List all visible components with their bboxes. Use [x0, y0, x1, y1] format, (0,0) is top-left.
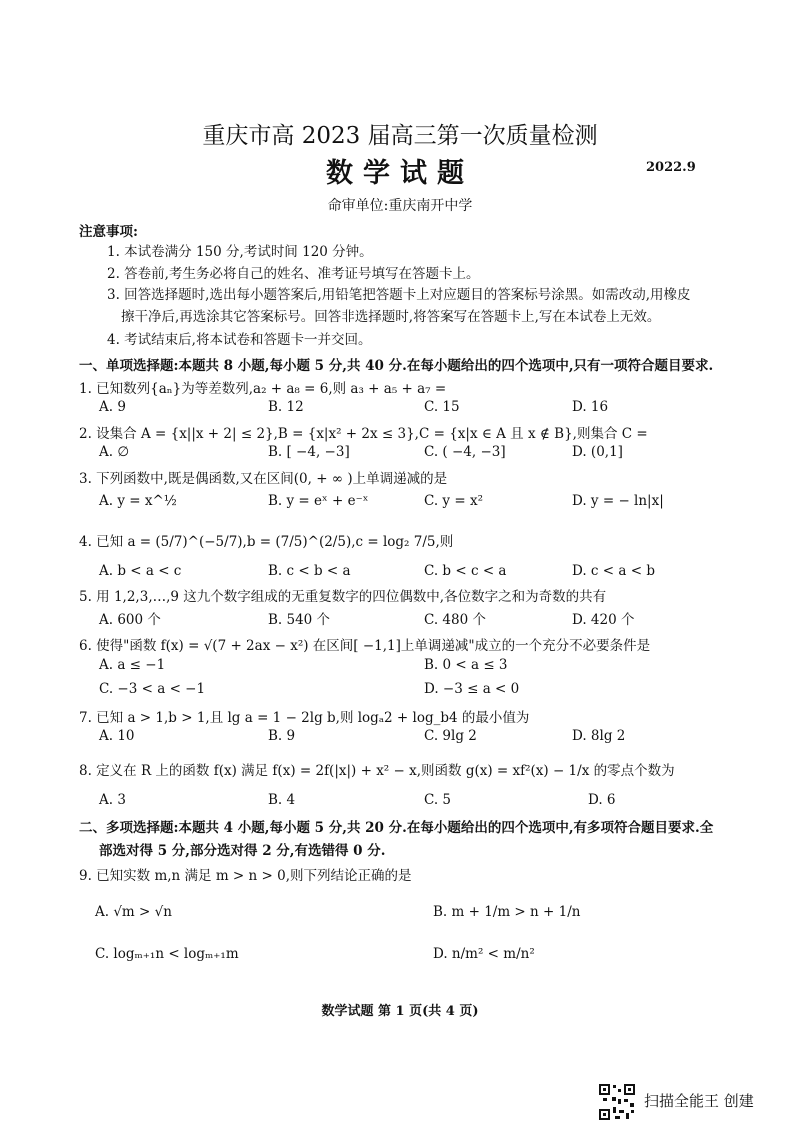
option-d: D. 420 个 [572, 612, 635, 628]
setting-unit: 命审单位:重庆南开中学 [327, 198, 473, 214]
section-2-heading-cont: 部选对得 5 分,部分选对得 2 分,有选错得 0 分. [99, 843, 386, 859]
option-d: D. n/m² < m/n² [433, 946, 535, 962]
option-c: C. 9lg 2 [424, 728, 477, 744]
option-c: C. b < c < a [424, 563, 507, 579]
question-stem: 7. 已知 a > 1,b > 1,且 lg a = 1 − 2lg b,则 logₐ2 + log_b4 的最小值为 [79, 710, 530, 726]
option-c: C. 5 [424, 792, 452, 808]
option-d: D. 16 [572, 399, 609, 415]
option-a: A. y = x^½ [99, 493, 177, 509]
option-d: D. (0,1] [572, 444, 623, 460]
notice-item: 擦干净后,再选涂其它答案标号。回答非选择题时,将答案写在答题卡上,写在本试卷上无效。 [121, 309, 661, 325]
option-a: A. √m > √n [95, 904, 172, 920]
exam-title-line1: 重庆市高 2023 届高三第一次质量检测 [202, 123, 598, 149]
option-a: A. 3 [99, 792, 126, 808]
option-a: A. 10 [99, 728, 135, 744]
option-c: C. 15 [424, 399, 460, 415]
option-c: C. 480 个 [424, 612, 486, 628]
option-d: D. −3 ≤ a < 0 [424, 681, 520, 697]
option-d: D. c < a < b [572, 563, 655, 579]
option-b: B. y = eˣ + e⁻ˣ [268, 493, 369, 509]
option-b: B. m + 1/m > n + 1/n [433, 904, 581, 920]
exam-title: 数学试题 [326, 158, 474, 189]
question-stem: 4. 已知 a = (5/7)^(−5/7),b = (7/5)^(2/5),c = log₂ 7/5,则 [79, 534, 454, 550]
option-c: C. y = x² [424, 493, 483, 509]
question-stem: 3. 下列函数中,既是偶函数,又在区间(0, + ∞ )上单调递减的是 [79, 471, 448, 487]
notice-heading: 注意事项: [79, 224, 138, 240]
option-a: A. b < a < c [99, 563, 182, 579]
option-d: D. y = − ln|x| [572, 493, 664, 509]
option-b: B. [ −4, −3] [268, 444, 350, 460]
option-d: D. 6 [588, 792, 616, 808]
question-stem: 8. 定义在 R 上的函数 f(x) 满足 f(x) = 2f(|x|) + x² − x,则函数 g(x) = xf²(x) − 1/x 的零点个数为 [79, 763, 675, 779]
option-a: A. 600 个 [99, 612, 161, 628]
option-c: C. ( −4, −3] [424, 444, 506, 460]
option-b: B. 4 [268, 792, 296, 808]
option-a: A. 9 [99, 399, 126, 415]
question-stem: 6. 使得"函数 f(x) = √(7 + 2ax − x²) 在区间[ −1,1]上单调递减"成立的一个充分不必要条件是 [79, 638, 651, 654]
section-1-heading: 一、单项选择题:本题共 8 小题,每小题 5 分,共 40 分.在每小题给出的四个选项中,只有一项符合题目要求. [79, 358, 714, 374]
option-b: B. 0 < a ≤ 3 [424, 657, 508, 673]
qr-code-icon [598, 1083, 636, 1121]
notice-item: 4. 考试结束后,将本试卷和答题卡一并交回。 [107, 332, 372, 348]
page-footer: 数学试题 第 1 页(共 4 页) [321, 1004, 479, 1019]
question-stem: 5. 用 1,2,3,…,9 这九个数字组成的无重复数字的四位偶数中,各位数字之和为奇数的共有 [79, 589, 607, 605]
option-b: B. 9 [268, 728, 296, 744]
notice-item: 3. 回答选择题时,选出每小题答案后,用铅笔把答题卡上对应题目的答案标号涂黑。如需改动,用橡皮 [107, 287, 691, 303]
question-stem: 2. 设集合 A = {x||x + 2| ≤ 2},B = {x|x² + 2x ≤ 3},C = {x|x ∈ A 且 x ∉ B},则集合 C = [79, 426, 648, 442]
option-c: C. −3 < a < −1 [99, 681, 206, 697]
scanner-watermark: 扫描全能王 创建 [644, 1092, 754, 1110]
section-2-heading: 二、多项选择题:本题共 4 小题,每小题 5 分,共 20 分.在每小题给出的四个选项中,有多项符合题目要求.全 [79, 820, 714, 836]
notice-item: 1. 本试卷满分 150 分,考试时间 120 分钟。 [107, 244, 373, 260]
option-a: A. ∅ [99, 444, 130, 460]
option-a: A. a ≤ −1 [99, 657, 166, 673]
question-stem: 1. 已知数列{aₙ}为等差数列,a₂ + a₈ = 6,则 a₃ + a₅ + a₇ = [79, 381, 447, 397]
option-b: B. 540 个 [268, 612, 331, 628]
question-stem: 9. 已知实数 m,n 满足 m > n > 0,则下列结论正确的是 [79, 868, 412, 884]
option-c: C. logₘ₊₁n < logₘ₊₁m [95, 946, 239, 962]
option-b: B. 12 [268, 399, 304, 415]
option-d: D. 8lg 2 [572, 728, 626, 744]
exam-date: 2022.9 [646, 160, 696, 175]
notice-item: 2. 答卷前,考生务必将自己的姓名、准考证号填写在答题卡上。 [107, 266, 480, 282]
option-b: B. c < b < a [268, 563, 351, 579]
